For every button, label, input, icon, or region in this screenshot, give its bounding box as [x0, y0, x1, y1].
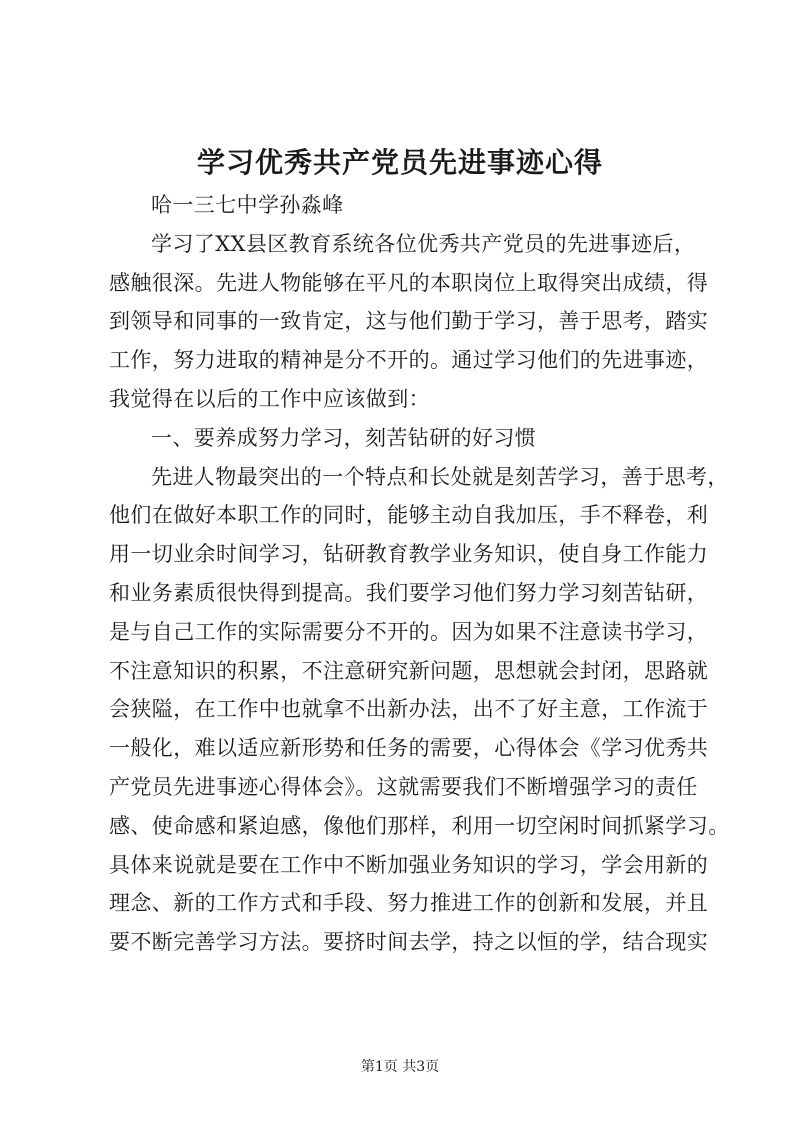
paragraph-2-line: 一般化，难以适应新形势和任务的需要，心得体会《学习优秀共 — [109, 736, 709, 761]
section-heading-1: 一、要养成努力学习，刻苦钻研的好习惯 — [151, 425, 537, 450]
paragraph-2-line: 不注意知识的积累，不注意研究新问题，思想就会封闭，思路就 — [109, 658, 709, 683]
paragraph-2-line: 具体来说就是要在工作中不断加强业务知识的学习，学会用新的 — [109, 852, 709, 877]
paragraph-1-line: 我觉得在以后的工作中应该做到： — [109, 386, 430, 411]
paragraph-1-line: 感触很深。先进人物能够在平凡的本职岗位上取得突出成绩，得 — [109, 270, 709, 295]
paragraph-2-line: 产党员先进事迹心得体会》。这就需要我们不断增强学习的责任 — [109, 774, 698, 799]
paragraph-2-line: 感、使命感和紧迫感，像他们那样，利用一切空闲时间抓紧学习。 — [109, 813, 730, 838]
paragraph-1-line: 工作，努力进取的精神是分不开的。通过学习他们的先进事迹， — [109, 348, 709, 373]
paragraph-2-line: 和业务素质很快得到提高。我们要学习他们努力学习刻苦钻研， — [109, 580, 709, 605]
paragraph-2-line: 要不断完善学习方法。要挤时间去学，持之以恒的学，结合现实 — [109, 930, 709, 955]
author-line: 哈一三七中学孙淼峰 — [151, 193, 344, 217]
paragraph-2-line: 会狭隘，在工作中也就拿不出新办法，出不了好主意，工作流于 — [109, 697, 709, 722]
paragraph-2-line: 用一切业余时间学习，钻研教育教学业务知识，使自身工作能力 — [109, 542, 709, 567]
document-body — [109, 186, 730, 962]
paragraph-1-line: 学习了XX县区教育系统各位优秀共产党员的先进事迹后， — [151, 231, 696, 256]
page-footer: 第1页 共3页 — [360, 1059, 440, 1075]
paragraph-1-line: 到领导和同事的一致肯定，这与他们勤于学习，善于思考，踏实 — [109, 309, 709, 334]
paragraph-2-line: 理念、新的工作方式和手段、努力推进工作的创新和发展，并且 — [109, 891, 709, 916]
paragraph-2-line: 他们在做好本职工作的同时，能够主动自我加压，手不释卷，利 — [109, 503, 709, 528]
paragraph-2-line: 是与自己工作的实际需要分不开的。因为如果不注意读书学习， — [109, 619, 709, 644]
paragraph-2-line: 先进人物最突出的一个特点和长处就是刻苦学习，善于思考， — [151, 464, 729, 489]
document-title: 学习优秀共产党员先进事迹心得 — [196, 146, 603, 179]
